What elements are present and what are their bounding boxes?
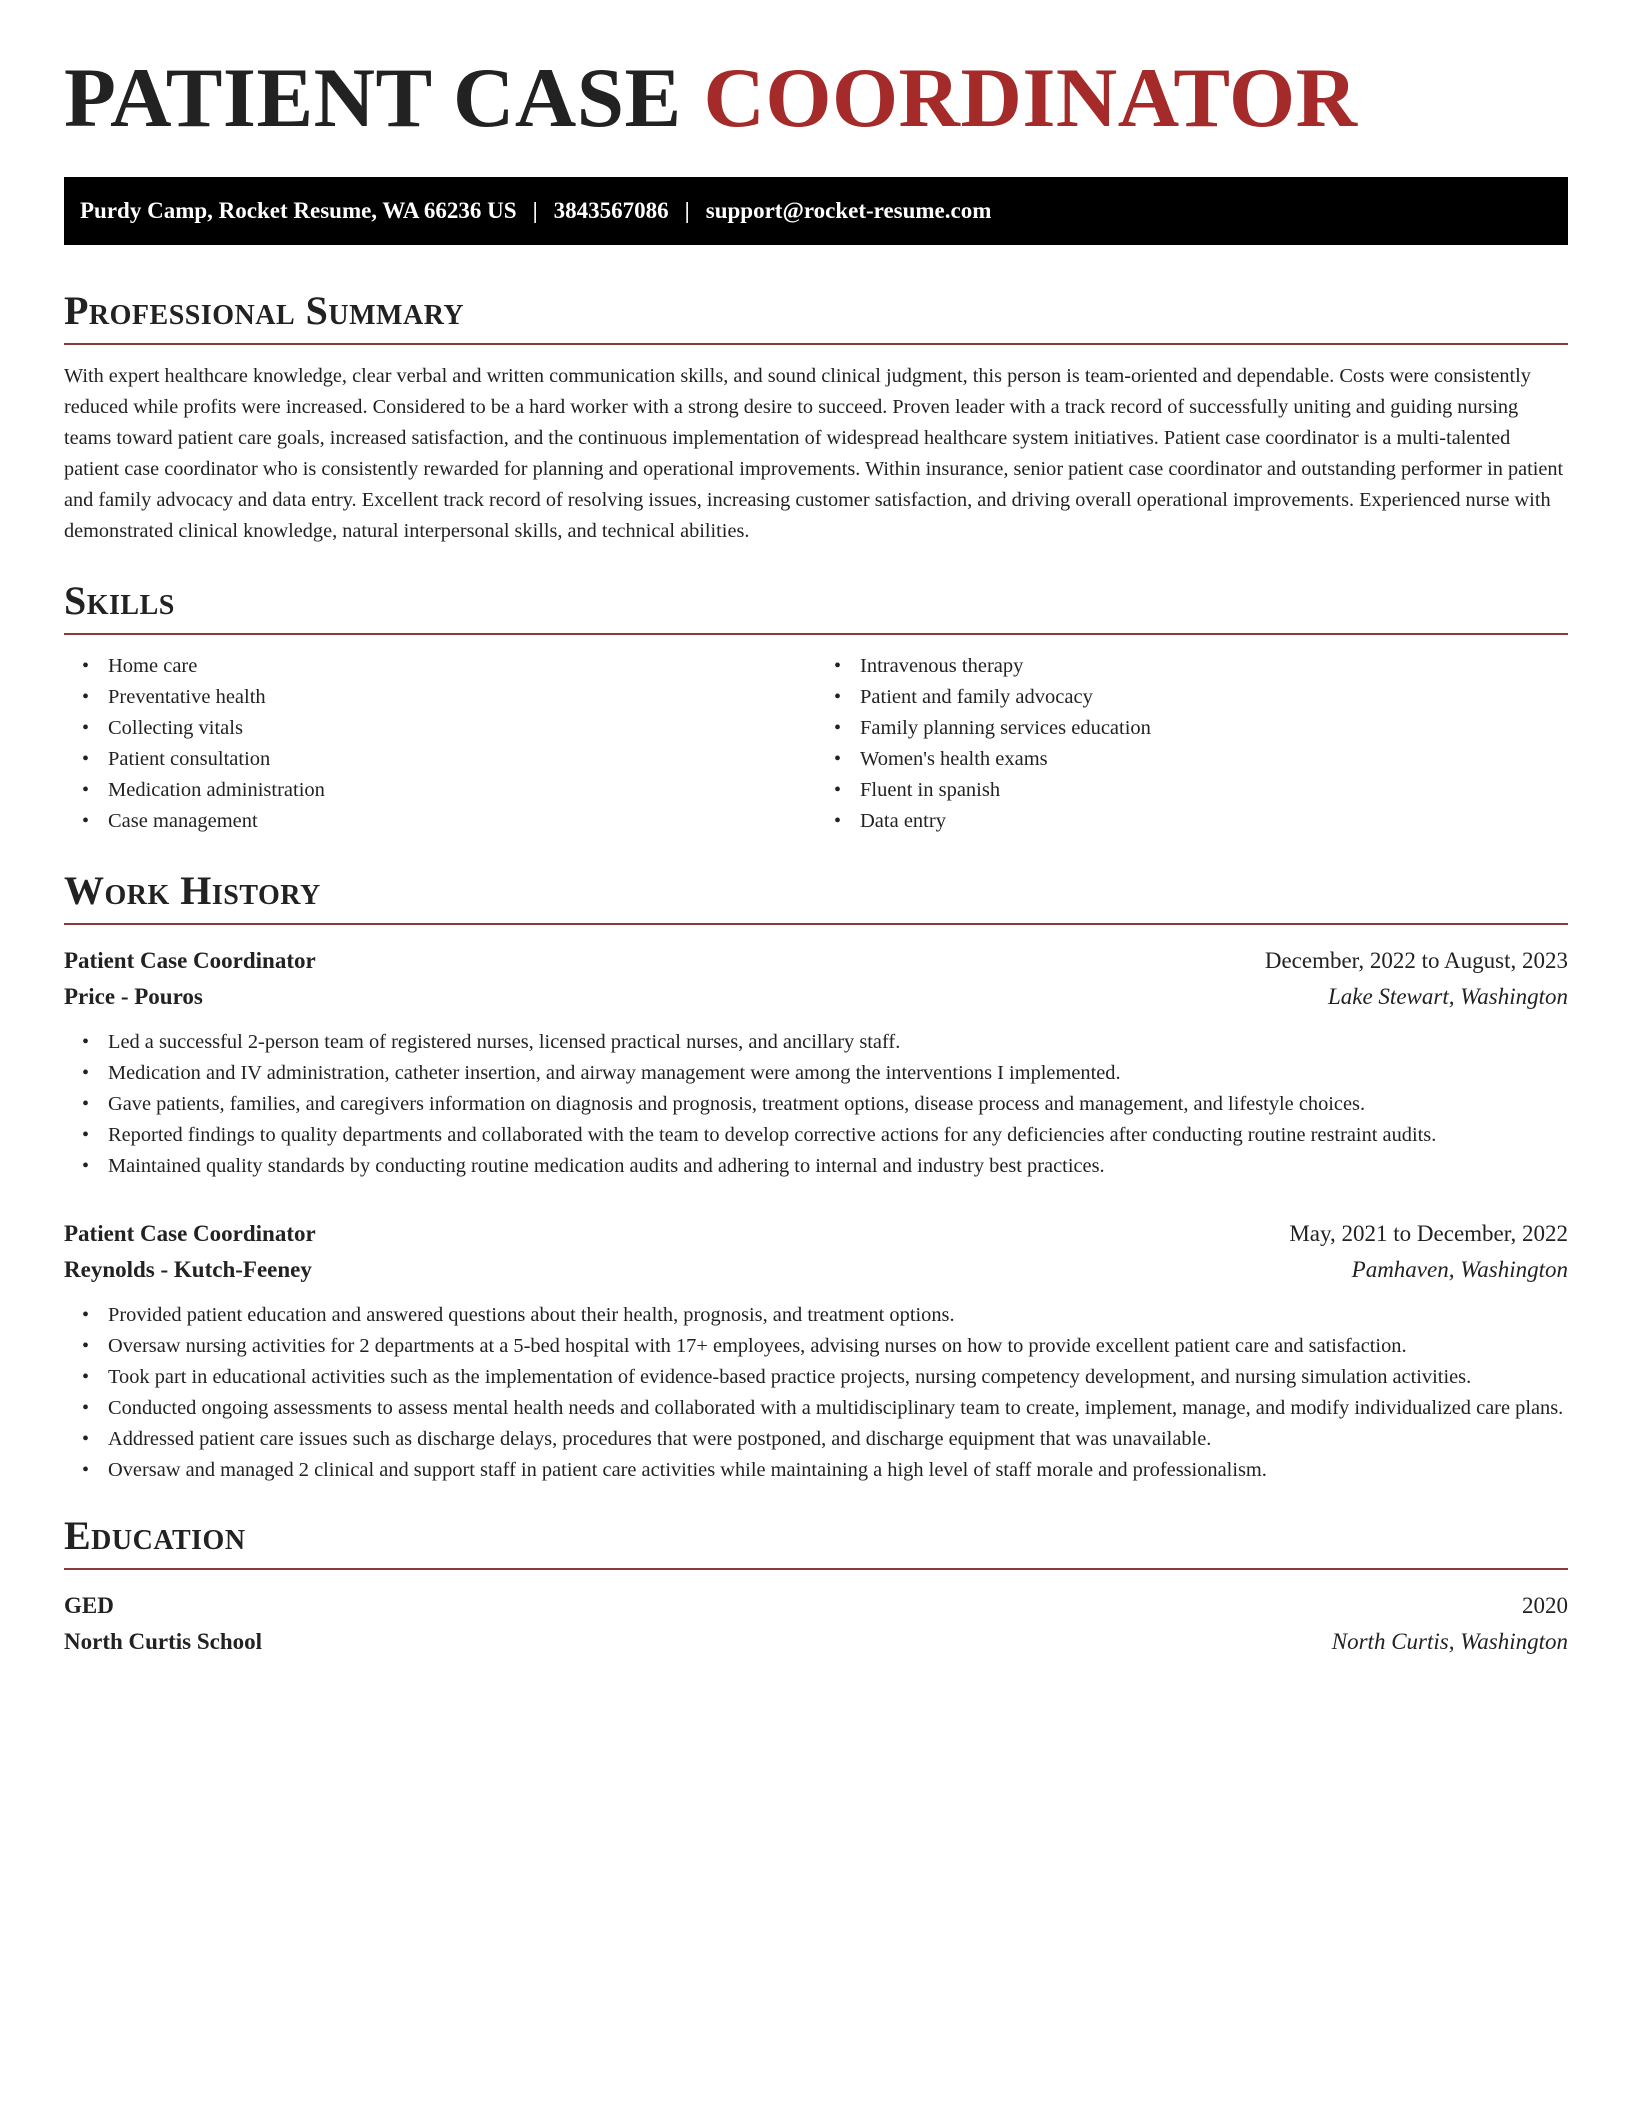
job-bullet: • Medication and IV administration, catheter insertion, and airway management were among the interventions I implemented.: [108, 1058, 1568, 1089]
job-bullet: • Oversaw nursing activities for 2 departments at a 5-bed hospital with 17+ employees, advising nurses on how to provide excellent patient care and satisfaction.: [108, 1331, 1568, 1362]
name-first: PATIENT CASE: [64, 51, 682, 145]
job-location: Lake Stewart, Washington: [1327, 984, 1568, 1009]
education-year: 2020: [1522, 1593, 1568, 1618]
skill-item: • Preventative health: [108, 682, 816, 713]
job-dates: December, 2022 to August, 2023: [1264, 948, 1568, 973]
name-last: COORDINATOR: [703, 51, 1358, 145]
job-bullets: [64, 1300, 1568, 1486]
job-bullet: • Maintained quality standards by conducting routine medication audits and adhering to internal and industry best practices.: [108, 1151, 1568, 1182]
job-bullet: • Provided patient education and answered questions about their health, prognosis, and treatment options.: [108, 1300, 1568, 1331]
skills-list-left: [64, 651, 816, 837]
skill-item: • Family planning services education: [860, 713, 1568, 744]
summary-text: With expert healthcare knowledge, clear verbal and written communication skills, and sound clinical judgment, this person is team-oriented and dependable. Costs were consistently reduced while profits were increased. Considered to be a hard worker with a strong desire to succeed. Proven leader with a track record of successfully uniting and guiding nursing teams toward patient care goals, increased satisfaction, and the continuous implementation of widespread healthcare system initiatives. Patient case coordinator is a multi-talented patient case coordinator who is consistently rewarded for planning and operational improvements. Within insurance, senior patient case coordinator and outstanding performer in patient and family advocacy and data entry. Excellent track record of resolving issues, increasing customer satisfaction, and driving overall operational improvements. Experienced nurse with demonstrated clinical knowledge, natural interpersonal skills, and technical abilities.: [64, 365, 1564, 542]
job-bullet: • Took part in educational activities such as the implementation of evidence-based practice projects, nursing competency development, and nursing simulation activities.: [108, 1362, 1568, 1393]
contact-bar: [64, 177, 1568, 245]
contact-email: support@rocket-resume.com: [705, 198, 992, 223]
job-location: Pamhaven, Washington: [1351, 1257, 1568, 1282]
job-bullet: • Conducted ongoing assessments to assess mental health needs and collaborated with a multidisciplinary team to create, implement, manage, and modify individualized care plans.: [108, 1393, 1568, 1424]
education-school-row: [64, 1624, 1568, 1660]
skills-columns: [64, 651, 1568, 837]
skills-list-right: [816, 651, 1568, 837]
job-bullets: [64, 1027, 1568, 1182]
job-entry: [64, 943, 1568, 1182]
job-bullet: • Reported findings to quality departments and collaborated with the team to develop corrective actions for any deficiencies after conducting routine restraint audits.: [108, 1120, 1568, 1151]
section-title-work-history: Work History: [64, 871, 1568, 925]
section-title-skills: Skills: [64, 581, 1568, 635]
skill-item: • Women's health exams: [860, 744, 1568, 775]
job-bullet: • Addressed patient care issues such as discharge delays, procedures that were postponed, and discharge equipment that was unavailable.: [108, 1424, 1568, 1455]
skill-item: • Collecting vitals: [108, 713, 816, 744]
education-header-row: [64, 1588, 1568, 1624]
job-company: Price - Pouros: [64, 984, 203, 1009]
skill-item: • Data entry: [860, 806, 1568, 837]
contact-phone: 3843567086: [553, 198, 669, 223]
contact-separator: |: [532, 198, 538, 223]
skill-item: • Patient and family advocacy: [860, 682, 1568, 713]
summary-section: [64, 288, 1568, 547]
section-title-summary: Professional Summary: [64, 291, 1568, 345]
job-header-row: [64, 943, 1568, 979]
job-bullet: • Gave patients, families, and caregivers information on diagnosis and prognosis, treatment options, disease process and management, and lifestyle choices.: [108, 1089, 1568, 1120]
work-history-section: [64, 868, 1568, 1486]
skill-item: • Medication administration: [108, 775, 816, 806]
education-section: [64, 1513, 1568, 1660]
skill-item: • Intravenous therapy: [860, 651, 1568, 682]
job-dates: May, 2021 to December, 2022: [1289, 1221, 1568, 1246]
job-company-row: [64, 979, 1568, 1015]
job-header-row: [64, 1216, 1568, 1252]
resume-name-heading: [64, 51, 1568, 145]
job-entry: [64, 1216, 1568, 1486]
skill-item: • Fluent in spanish: [860, 775, 1568, 806]
job-bullet: • Led a successful 2-person team of registered nurses, licensed practical nurses, and ancillary staff.: [108, 1027, 1568, 1058]
education-location: North Curtis, Washington: [1331, 1629, 1568, 1654]
education-school: North Curtis School: [64, 1629, 263, 1654]
skills-section: [64, 578, 1568, 837]
job-role: Patient Case Coordinator: [64, 948, 316, 973]
skill-item: • Patient consultation: [108, 744, 816, 775]
contact-address: Purdy Camp, Rocket Resume, WA 66236 US: [80, 198, 517, 223]
education-entry: [64, 1588, 1568, 1660]
job-company-row: [64, 1252, 1568, 1288]
job-role: Patient Case Coordinator: [64, 1221, 316, 1246]
skill-item: • Home care: [108, 651, 816, 682]
job-company: Reynolds - Kutch-Feeney: [64, 1257, 312, 1282]
skill-item: • Case management: [108, 806, 816, 837]
education-degree: GED: [64, 1593, 114, 1618]
job-bullet: • Oversaw and managed 2 clinical and support staff in patient care activities while maintaining a high level of staff morale and professionalism.: [108, 1455, 1568, 1486]
section-title-education: Education: [64, 1516, 1568, 1570]
contact-separator: |: [684, 198, 690, 223]
